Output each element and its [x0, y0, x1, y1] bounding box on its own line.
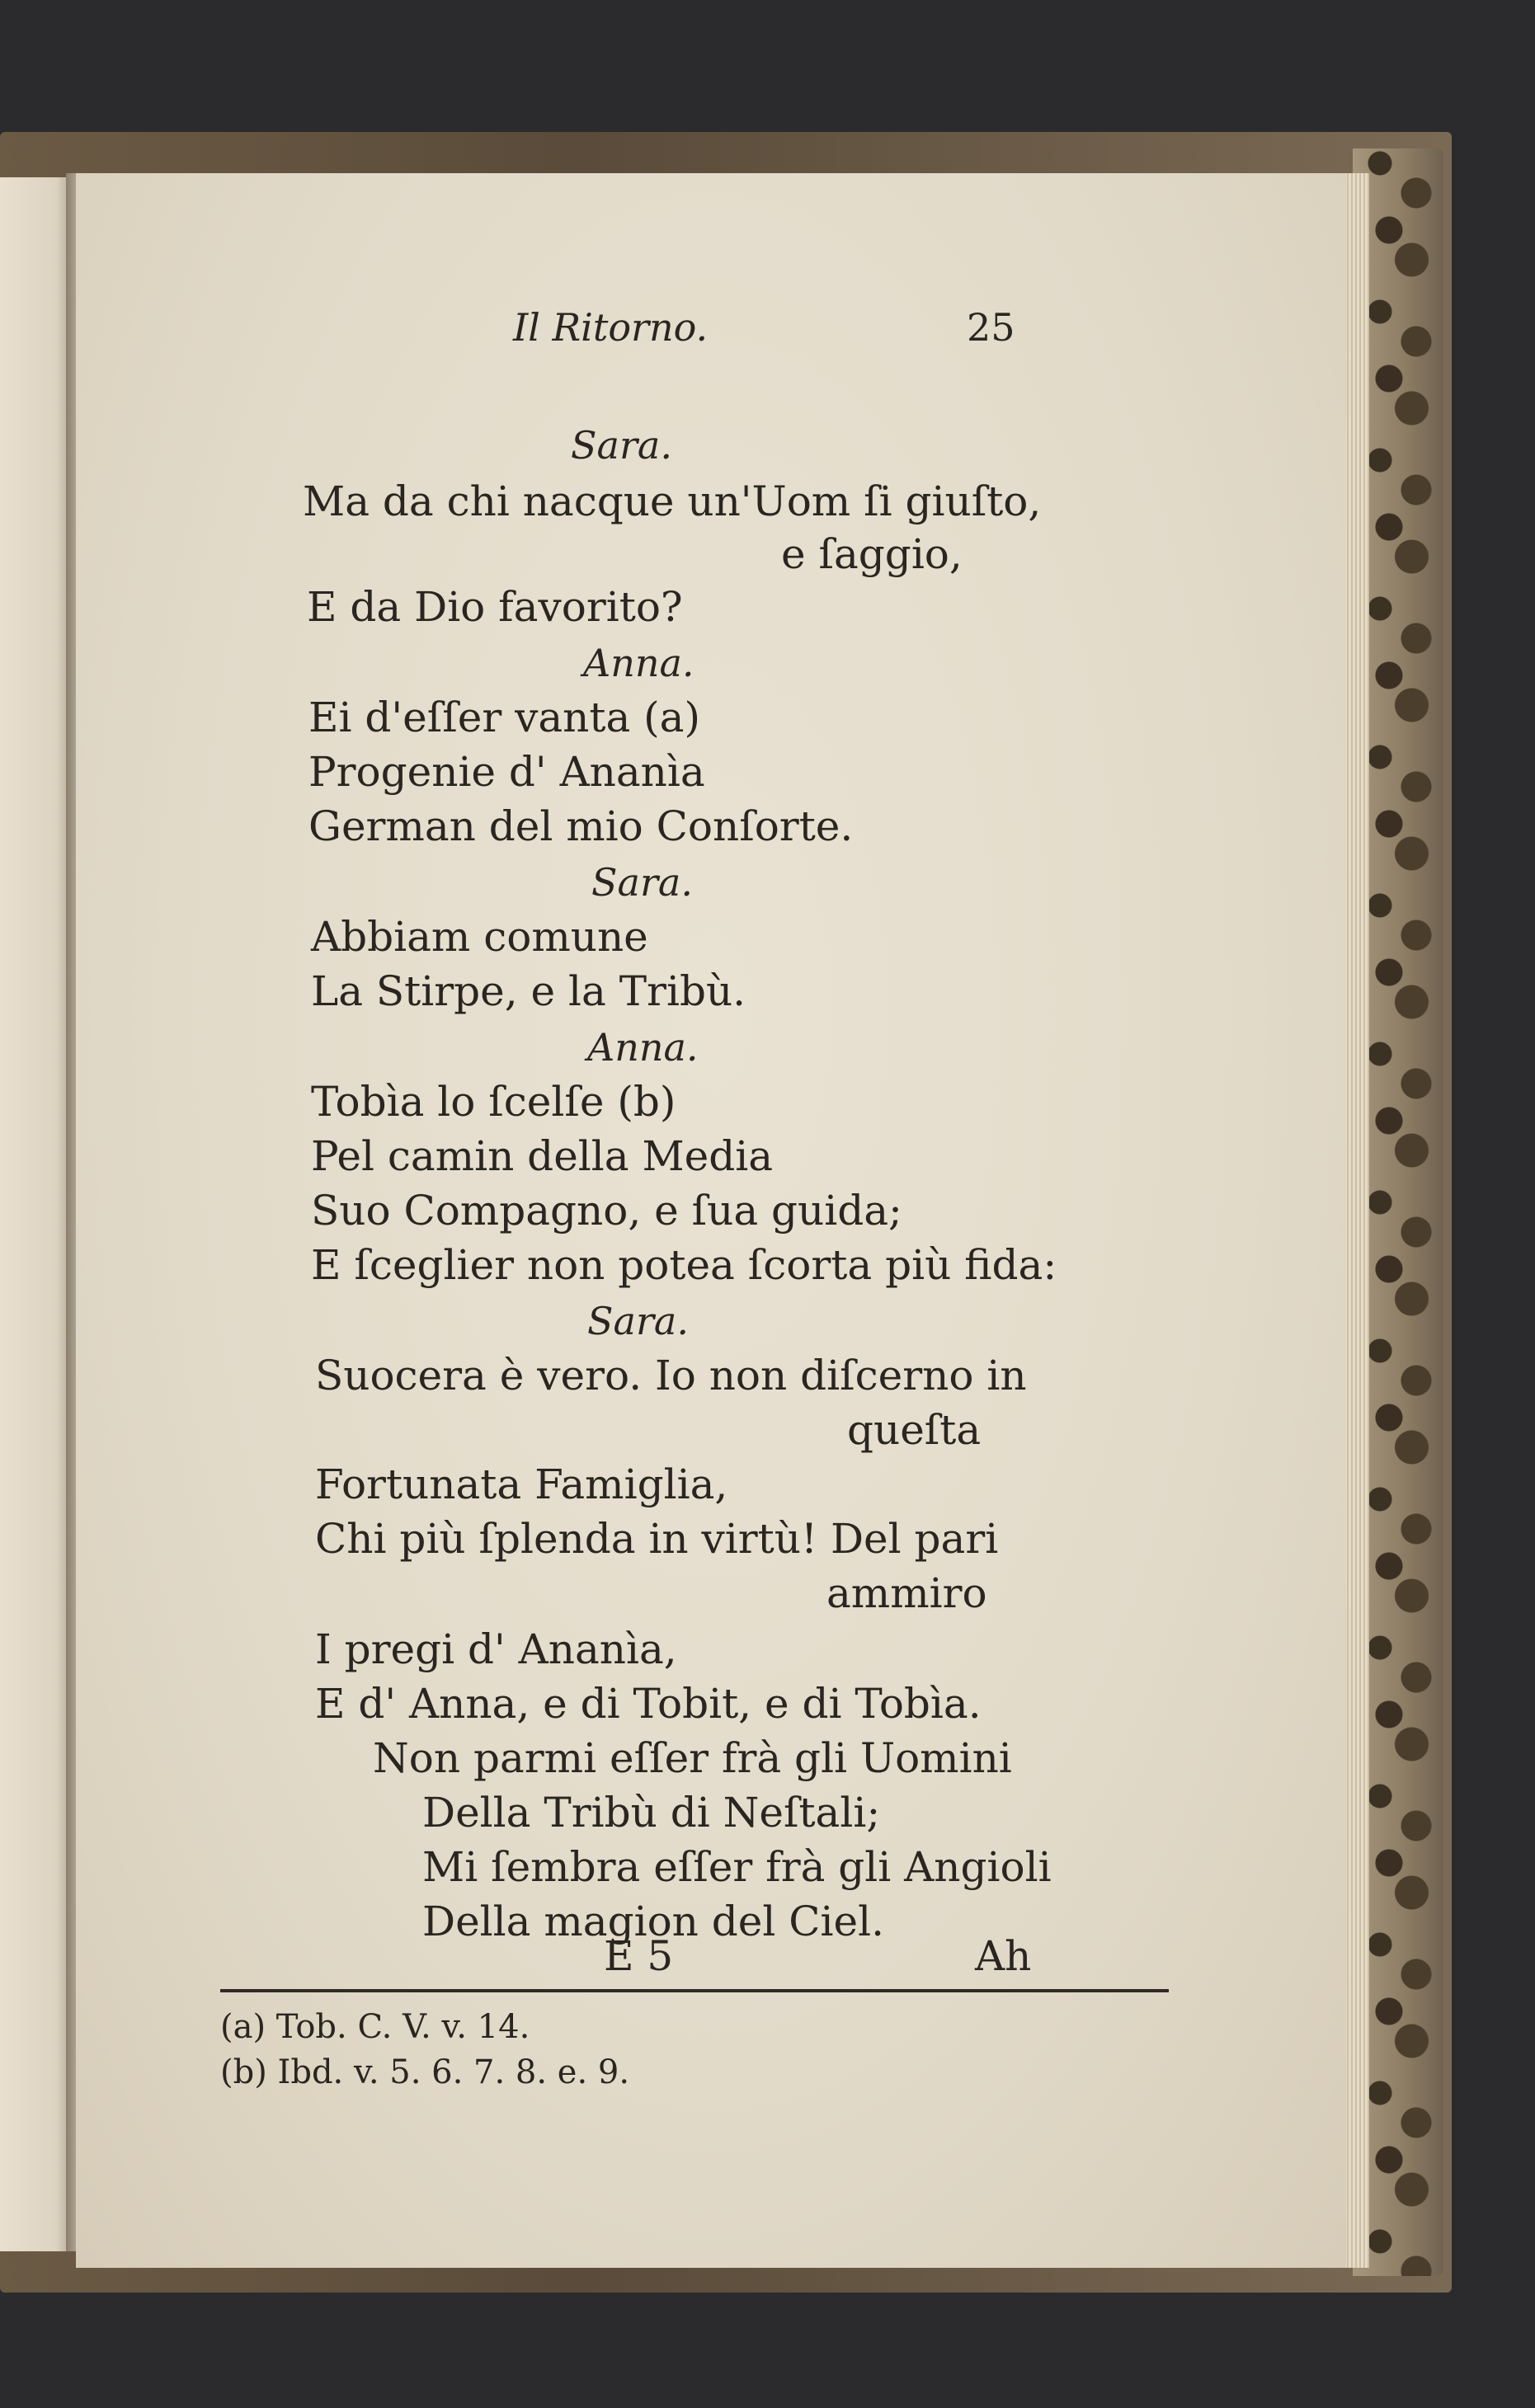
running-title: Il Ritorno.	[513, 305, 709, 350]
verse-line: Suocera è vero. Io non diſcerno in	[315, 1352, 1027, 1399]
page-number: 25	[967, 305, 1015, 350]
speaker-label: Sara.	[587, 1299, 689, 1343]
verse-line: Progenie d' Ananìa	[308, 748, 705, 796]
verse-line: Abbiam comune	[311, 913, 648, 961]
catchword: Ah	[975, 1932, 1032, 1980]
verse-line: E ſceglier non potea ſcorta più fida:	[311, 1241, 1057, 1289]
verse-line: E d' Anna, e di Tobit, e di Tobìa.	[315, 1680, 982, 1728]
speaker-label: Sara.	[571, 423, 672, 468]
verse-line: Pel camin della Media	[311, 1132, 774, 1180]
verse-line: La Stirpe, e la Tribù.	[311, 967, 746, 1015]
left-page-edge	[0, 177, 70, 2251]
speaker-label: Sara.	[591, 860, 693, 905]
verse-line: Non parmi eſſer frà gli Uomini	[373, 1734, 1012, 1782]
speaker-label: Anna.	[583, 641, 695, 685]
verse-line: Ei d'eſſer vanta (a)	[308, 694, 700, 741]
verse-line: Della Tribù di Neſtali;	[422, 1789, 881, 1837]
verse-line: Tobìa lo ſcelſe (b)	[311, 1078, 676, 1126]
verse-line: Mi ſembra eſſer frà gli Angioli	[422, 1843, 1052, 1891]
footnote-rule	[220, 1989, 1169, 1992]
verse-line: ammiro	[826, 1569, 987, 1617]
verse-line: Fortunata Famiglia,	[315, 1460, 728, 1508]
verse-line: Della magion del Ciel.	[422, 1898, 884, 1945]
footnote: (a) Tob. C. V. v. 14.	[220, 2008, 530, 2046]
footnote: (b) Ibd. v. 5. 6. 7. 8. e. 9.	[220, 2053, 630, 2091]
signature-mark: E 5	[604, 1932, 674, 1980]
verse-line: e ſaggio,	[781, 530, 963, 578]
book-page	[76, 173, 1346, 2268]
verse-line: Suo Compagno, e ſua guida;	[311, 1187, 902, 1235]
verse-line: I pregi d' Ananìa,	[315, 1625, 677, 1673]
verse-line: E da Dio favorito?	[307, 583, 683, 631]
verse-line: queſta	[847, 1406, 982, 1454]
verse-line: German del mio Conſorte.	[308, 802, 854, 850]
speaker-label: Anna.	[587, 1025, 699, 1070]
page-header	[76, 305, 1346, 371]
verse-line: Chi più ſplenda in virtù! Del pari	[315, 1515, 999, 1563]
verse-line: Ma da chi nacque un'Uom ſi giuſto,	[303, 477, 1042, 525]
